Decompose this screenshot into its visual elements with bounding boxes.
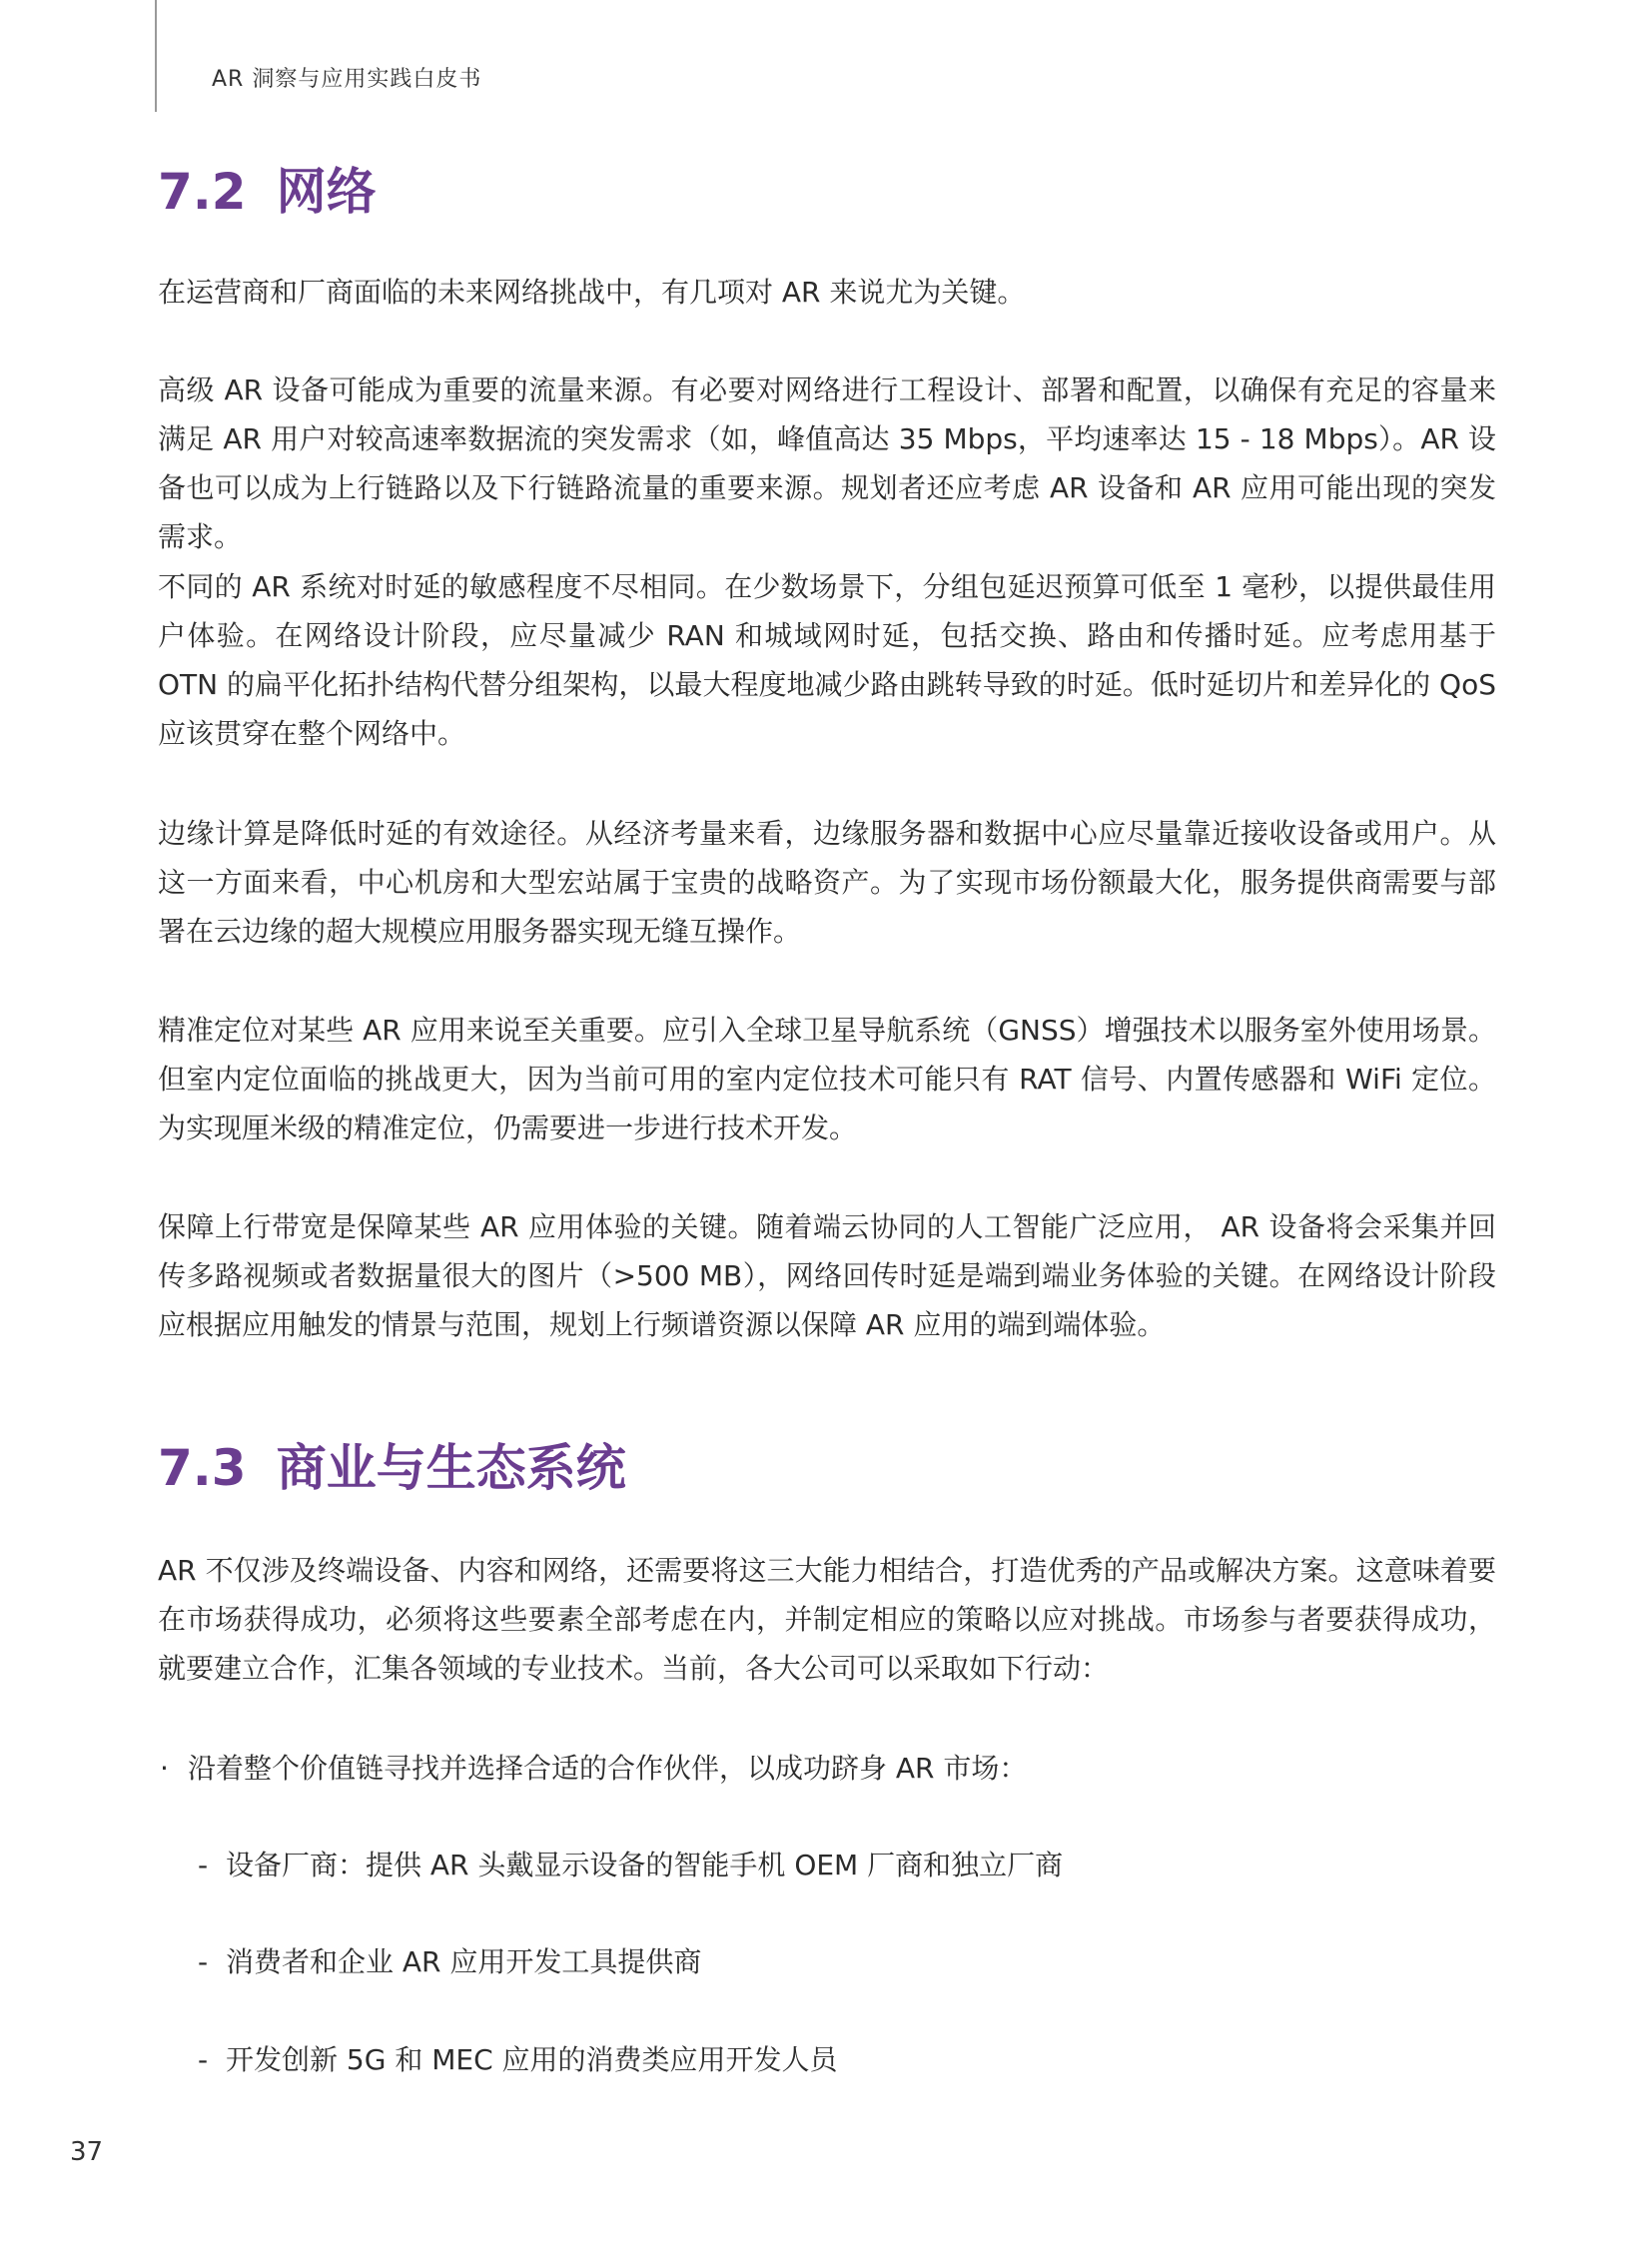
bullet-item <box>160 1744 1027 1793</box>
sub-list-item <box>198 1937 701 1986</box>
header-divider <box>155 0 157 112</box>
sub-item-text: 设备厂商：提供 AR 头戴显示设备的智能手机 OEM 厂商和独立厂商 <box>226 1849 1064 1881</box>
sub-list-item <box>198 2035 838 2084</box>
sub-marker: - <box>198 1945 209 1978</box>
paragraph: 保障上行带宽是保障某些 AR 应用体验的关键。随着端云协同的人工智能广泛应用， AR 设备将会采集并回传多路视频或者数据量很大的图片（>500 MB），网络回传时延是端到端业务体验的关键。在网络设计阶段应根据应用触发的情景与范围，规划上行频谱资源以保障 AR 应用的端到端体验。 <box>158 1210 1496 1341</box>
bullet-marker: · <box>160 1752 169 1785</box>
section-title-text: 商业与生态系统 <box>276 1439 626 1497</box>
section-heading-7-3 <box>158 1428 626 1500</box>
sub-list-item <box>198 1841 1063 1889</box>
bullet-text: 沿着整个价值链寻找并选择合适的合作伙伴，以成功跻身 AR 市场： <box>188 1752 1028 1785</box>
paragraph: 不同的 AR 系统对时延的敏感程度不尽相同。在少数场景下，分组包延迟预算可低至 1 毫秒，以提供最佳用户体验。在网络设计阶段，应尽量减少 RAN 和城域网时延，包括交换、路由和传播时延。应考虑用基于 OTN 的扁平化拓扑结构代替分组架构，以最大程度地减少路由跳转导致的时延。低时延切片和差异化的 QoS 应该贯穿在整个网络中。 <box>158 570 1496 750</box>
page-number: 37 <box>70 2137 104 2167</box>
running-header: AR 洞察与应用实践白皮书 <box>212 67 482 92</box>
sub-item-text: 消费者和企业 AR 应用开发工具提供商 <box>226 1945 702 1978</box>
sub-item-text: 开发创新 5G 和 MEC 应用的消费类应用开发人员 <box>226 2043 838 2076</box>
sub-marker: - <box>198 1849 209 1881</box>
paragraph: 在运营商和厂商面临的未来网络挑战中，有几项对 AR 来说尤为关键。 <box>158 276 1026 309</box>
section-title-text: 网络 <box>276 163 377 221</box>
paragraph: 高级 AR 设备可能成为重要的流量来源。有必要对网络进行工程设计、部署和配置，以确保有充足的容量来满足 AR 用户对较高速率数据流的突发需求（如，峰值高达 35 Mbps，平均速率达 15 - 18 Mbps）。AR 设备也可以成为上行链路以及下行链路流量的重要来源。规划者还应考虑 AR 设备和 AR 应用可能出现的突发需求。 <box>158 374 1496 553</box>
paragraph: 精准定位对某些 AR 应用来说至关重要。应引入全球卫星导航系统（GNSS）增强技术以服务室外使用场景。但室内定位面临的挑战更大，因为当前可用的室内定位技术可能只有 RAT 信号、内置传感器和 WiFi 定位。为实现厘米级的精准定位，仍需要进一步进行技术开发。 <box>158 1014 1496 1144</box>
paragraph: 边缘计算是降低时延的有效途径。从经济考量来看，边缘服务器和数据中心应尽量靠近接收设备或用户。从这一方面来看，中心机房和大型宏站属于宝贵的战略资产。为了实现市场份额最大化，服务提供商需要与部署在云边缘的超大规模应用服务器实现无缝互操作。 <box>158 817 1496 948</box>
sub-marker: - <box>198 2043 209 2076</box>
section-number: 7.3 <box>158 1439 247 1497</box>
paragraph: AR 不仅涉及终端设备、内容和网络，还需要将这三大能力相结合，打造优秀的产品或解决方案。这意味着要在市场获得成功，必须将这些要素全部考虑在内，并制定相应的策略以应对挑战。市场参与者要获得成功，就要建立合作，汇集各领域的专业技术。当前，各大公司可以采取如下行动： <box>158 1554 1496 1685</box>
section-number: 7.2 <box>158 163 247 221</box>
section-heading-7-2 <box>158 152 377 224</box>
